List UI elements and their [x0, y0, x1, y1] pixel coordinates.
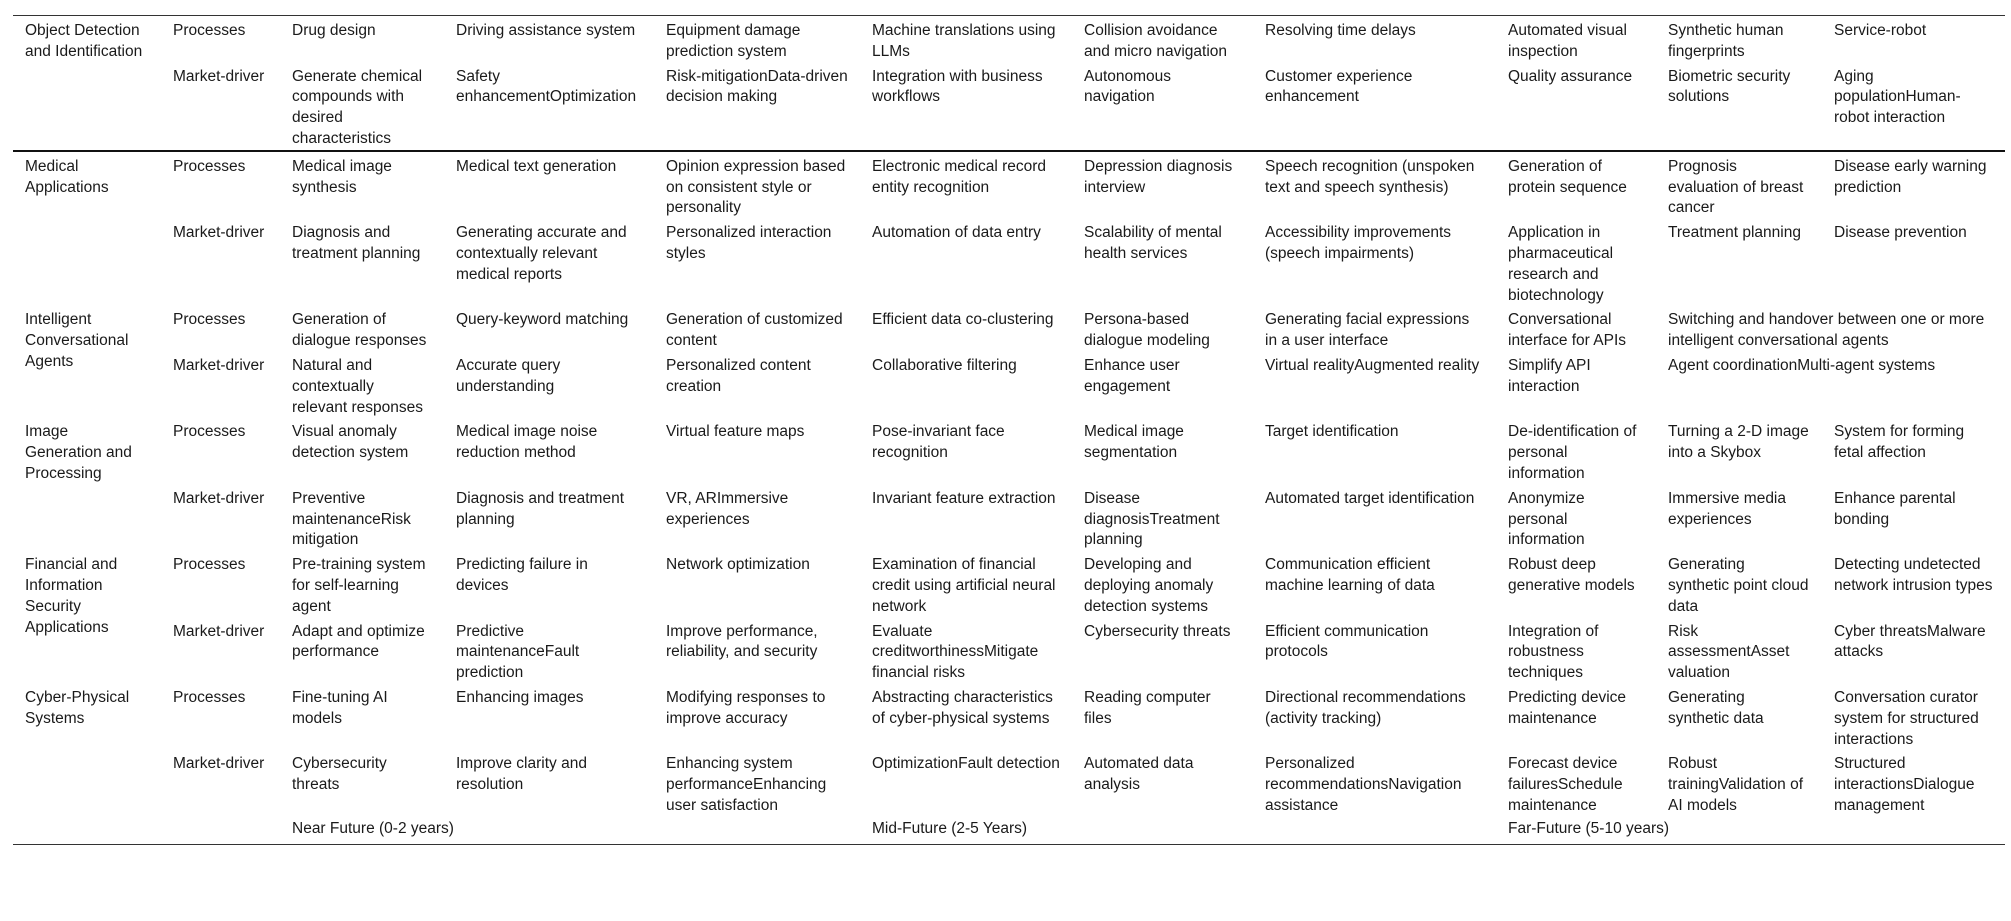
- table-cell: Prognosis evaluation of breast cancer: [1668, 157, 1804, 217]
- table-cell: Improve performance, reliability, and security: [666, 622, 818, 661]
- table-cell: Pose-invariant face recognition: [872, 423, 1005, 462]
- table-row: [13, 219, 2005, 306]
- table-cell: Safety enhancementOptimization: [456, 67, 637, 106]
- table-cell: Robust trainingValidation of AI models: [1668, 755, 1803, 814]
- table-cell: Generation of dialogue responses: [292, 311, 427, 350]
- table-cell: Efficient communication protocols: [1265, 622, 1429, 661]
- table-cell: Predicting device maintenance: [1508, 688, 1627, 727]
- table-cell: Reading computer files: [1084, 688, 1211, 727]
- table-cell: Integration of robustness techniques: [1508, 622, 1599, 682]
- table-cell: Adapt and optimize performance: [292, 622, 425, 661]
- table-cell: VR, ARImmersive experiences: [666, 489, 789, 528]
- table-cell: Network optimization: [666, 556, 810, 574]
- roadmap-table-container: [13, 15, 2005, 845]
- table-cell: Accurate query understanding: [456, 356, 561, 395]
- row-type-label: Market-driver: [173, 489, 265, 507]
- table-cell: Disease diagnosisTreatment planning: [1084, 489, 1220, 549]
- table-row: [13, 151, 2005, 219]
- table-cell: Personalized content creation: [666, 356, 811, 395]
- table-cell: Machine translations using LLMs: [872, 22, 1056, 60]
- table-row: [13, 63, 2005, 151]
- table-cell: Aging populationHuman-robot interaction: [1834, 67, 1961, 127]
- table-cell: Speech recognition (unspoken text and speech synthesis): [1265, 157, 1475, 196]
- row-type-label: Market-driver: [173, 67, 265, 85]
- table-cell: Simplify API interaction: [1508, 356, 1591, 395]
- table-cell: Medical image noise reduction method: [456, 423, 598, 462]
- table-cell: Equipment damage prediction system: [666, 22, 801, 60]
- table-cell: Autonomous navigation: [1084, 67, 1172, 106]
- empty-cell: [13, 817, 161, 845]
- table-cell: Treatment planning: [1668, 224, 1801, 242]
- table-cell: Synthetic human fingerprints: [1668, 22, 1784, 60]
- table-cell: Generating synthetic data: [1668, 688, 1764, 727]
- table-row: [13, 750, 2005, 816]
- row-type-label: Processes: [173, 423, 246, 441]
- roadmap-table: [13, 15, 2005, 845]
- row-type-label: Market-driver: [173, 755, 265, 773]
- table-cell: Risk-mitigationData-driven decision making: [666, 67, 848, 106]
- table-cell: Depression diagnosis interview: [1084, 157, 1233, 196]
- table-cell: Collaborative filtering: [872, 356, 1017, 374]
- table-cell: Predictive maintenanceFault prediction: [456, 622, 580, 682]
- table-cell: Generating synthetic point cloud data: [1668, 556, 1809, 615]
- table-cell: Automation of data entry: [872, 224, 1041, 242]
- table-cell: Driving assistance system: [456, 22, 636, 39]
- table-cell: Collision avoidance and micro navigation: [1084, 22, 1228, 60]
- category-label: Object Detection and Identification: [25, 22, 143, 60]
- table-cell: Diagnosis and treatment planning: [456, 489, 625, 528]
- table-cell: Personalized interaction styles: [666, 224, 832, 262]
- category-label: Medical Applications: [25, 157, 109, 196]
- table-row: [13, 485, 2005, 551]
- table-cell: Resolving time delays: [1265, 22, 1416, 39]
- table-cell: Target identification: [1265, 423, 1399, 441]
- table-cell: Accessibility improvements (speech impairments): [1265, 224, 1452, 262]
- table-cell: Risk assessmentAsset valuation: [1668, 622, 1790, 682]
- table-cell: Efficient data co-clustering: [872, 311, 1054, 329]
- table-cell: Generation of customized content: [666, 311, 843, 350]
- table-cell: Anonymize personal information: [1508, 489, 1585, 549]
- table-cell: Diagnosis and treatment planning: [292, 224, 421, 262]
- timeframe-far-label: Far-Future (5-10 years): [1508, 819, 1670, 837]
- row-type-label: Processes: [173, 556, 246, 574]
- table-cell: De-identification of personal information: [1508, 423, 1637, 482]
- table-cell: Directional recommendations (activity tracking): [1265, 688, 1466, 727]
- table-cell: Generate chemical compounds with desired characteristics: [292, 67, 423, 147]
- timeframe-near-label: Near Future (0-2 years): [292, 819, 454, 837]
- table-cell: Medical image segmentation: [1084, 423, 1184, 462]
- table-cell: Virtual realityAugmented reality: [1265, 356, 1480, 374]
- table-row: [13, 551, 2005, 617]
- timeframe-mid-label: Mid-Future (2-5 Years): [872, 819, 1028, 837]
- group-object-detection: [13, 16, 2005, 151]
- table-cell: Virtual feature maps: [666, 423, 805, 441]
- table-cell: Electronic medical record entity recognition: [872, 157, 1047, 196]
- table-cell: Enhancing system performanceEnhancing user satisfaction: [666, 755, 827, 814]
- row-type-label: Processes: [173, 688, 246, 706]
- table-cell-merged: Agent coordinationMulti-agent systems: [1668, 356, 1936, 374]
- table-cell: Query-keyword matching: [456, 311, 629, 329]
- table-cell: Invariant feature extraction: [872, 489, 1056, 507]
- row-type-label: Processes: [173, 157, 246, 175]
- table-cell: Cybersecurity threats: [1084, 622, 1231, 640]
- row-type-label: Market-driver: [173, 622, 265, 640]
- table-cell: Scalability of mental health services: [1084, 224, 1222, 262]
- timeframe-row: [13, 817, 2005, 845]
- table-cell: Abstracting characteristics of cyber-physical systems: [872, 688, 1053, 727]
- table-cell: Predicting failure in devices: [456, 556, 588, 594]
- table-cell: Enhance parental bonding: [1834, 489, 1956, 528]
- table-cell: Visual anomaly detection system: [292, 423, 409, 462]
- table-cell: Improve clarity and resolution: [456, 755, 587, 794]
- table-cell: Enhancing images: [456, 688, 584, 706]
- table-cell: Cyber threatsMalware attacks: [1834, 622, 1986, 661]
- table-row: [13, 306, 2005, 352]
- empty-cell: [161, 817, 280, 845]
- table-cell: Generating accurate and contextually relevant medical reports: [456, 224, 627, 283]
- table-cell: Persona-based dialogue modeling: [1084, 311, 1210, 350]
- table-cell: Forecast device failuresSchedule maintenance: [1508, 755, 1623, 814]
- table-cell: Conversation curator system for structured interactions: [1834, 688, 1979, 748]
- table-cell: Cybersecurity threats: [292, 755, 387, 794]
- table-row: [13, 352, 2005, 418]
- table-cell: Immersive media experiences: [1668, 489, 1786, 528]
- table-cell: Disease early warning prediction: [1834, 157, 1987, 196]
- table-row: [13, 16, 2005, 63]
- table-cell: Pre-training system for self-learning agent: [292, 556, 426, 615]
- table-cell: Drug design: [292, 22, 376, 39]
- table-body: [13, 151, 2005, 845]
- table-cell: Structured interactionsDialogue management: [1834, 755, 1975, 814]
- table-cell: Personalized recommendationsNavigation assistance: [1265, 755, 1462, 814]
- table-cell: Customer experience enhancement: [1265, 67, 1413, 106]
- row-type-label: Market-driver: [173, 356, 265, 374]
- table-cell: Disease prevention: [1834, 224, 1967, 242]
- table-cell: OptimizationFault detection: [872, 755, 1060, 773]
- table-cell: Robust deep generative models: [1508, 556, 1635, 594]
- table-row: [13, 618, 2005, 684]
- table-cell: Detecting undetected network intrusion types: [1834, 556, 1993, 594]
- table-cell: Fine-tuning AI models: [292, 688, 388, 727]
- table-cell: Conversational interface for APIs: [1508, 311, 1627, 350]
- table-cell-merged: Switching and handover between one or more intelligent conversational agents: [1668, 311, 1985, 350]
- row-type-label: Market-driver: [173, 224, 265, 242]
- category-label: Image Generation and Processing: [25, 423, 132, 482]
- table-cell: Automated visual inspection: [1508, 22, 1627, 60]
- table-cell: Turning a 2-D image into a Skybox: [1668, 423, 1809, 462]
- category-label: Financial and Information Security Applications: [25, 556, 118, 636]
- table-cell: Medical text generation: [456, 157, 617, 175]
- table-cell: Application in pharmaceutical research and biotechnology: [1508, 224, 1614, 304]
- table-cell: Natural and contextually relevant responses: [292, 356, 423, 416]
- table-cell: Quality assurance: [1508, 67, 1633, 85]
- row-type-label: Processes: [173, 311, 246, 329]
- row-type-label: Processes: [173, 22, 246, 39]
- table-cell: Integration with business workflows: [872, 67, 1043, 106]
- table-cell: Automated data analysis: [1084, 755, 1194, 794]
- category-label: Intelligent Conversational Agents: [25, 311, 129, 370]
- table-cell: Modifying responses to improve accuracy: [666, 688, 826, 727]
- table-cell: Developing and deploying anomaly detection systems: [1084, 556, 1214, 615]
- table-row: [13, 684, 2005, 750]
- table-cell: Communication efficient machine learning of data: [1265, 556, 1435, 594]
- table-cell: Enhance user engagement: [1084, 356, 1180, 395]
- table-cell: Generating facial expressions in a user interface: [1265, 311, 1470, 350]
- table-cell: Generation of protein sequence: [1508, 157, 1627, 196]
- table-row: [13, 418, 2005, 484]
- table-cell: Evaluate creditworthinessMitigate financial risks: [872, 622, 1039, 682]
- table-cell: Preventive maintenanceRisk mitigation: [292, 489, 411, 549]
- table-cell: Service-robot: [1834, 22, 1927, 39]
- table-cell: System for forming fetal affection: [1834, 423, 1965, 462]
- table-cell: Automated target identification: [1265, 489, 1475, 507]
- table-cell: Opinion expression based on consistent style or personality: [666, 157, 846, 217]
- category-label: Cyber-Physical Systems: [25, 688, 130, 727]
- table-cell: Examination of financial credit using artificial neural network: [872, 556, 1056, 615]
- table-cell: Biometric security solutions: [1668, 67, 1791, 106]
- table-cell: Medical image synthesis: [292, 157, 392, 196]
